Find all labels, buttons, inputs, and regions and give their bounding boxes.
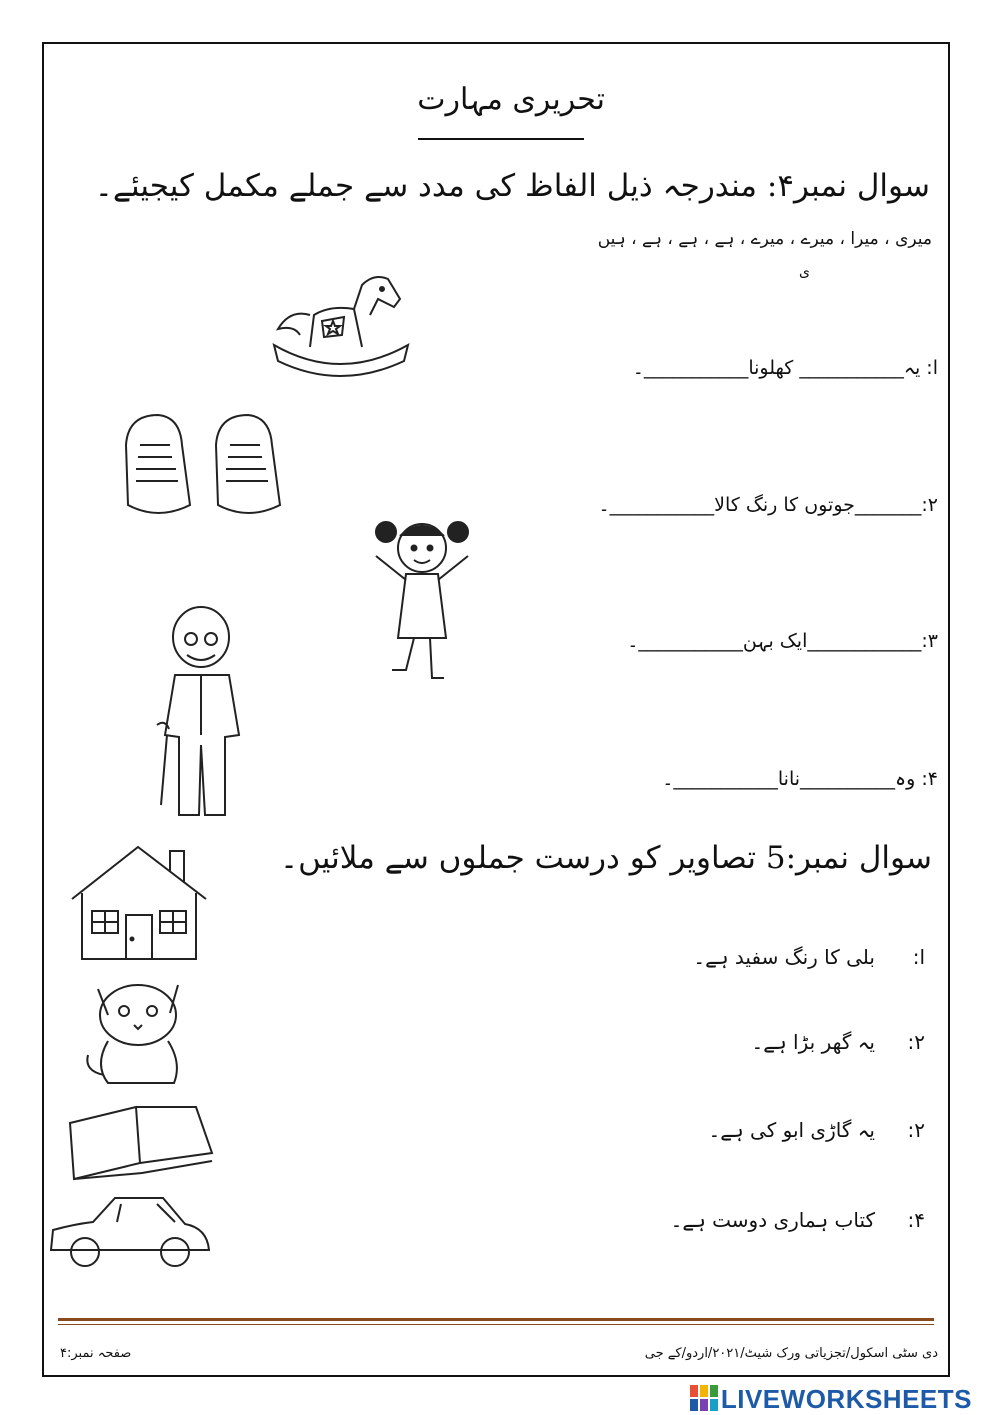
q4-sentence-1[interactable]: ا: یہ___________ کھلونا___________۔ <box>632 357 938 379</box>
q5-item-number: ۲: <box>907 1118 925 1142</box>
book-icon <box>66 1103 216 1185</box>
q5-item-number: ۲: <box>907 1030 925 1054</box>
q5-item-1[interactable] <box>693 945 925 969</box>
liveworksheets-logo-icon <box>690 1385 720 1411</box>
q5-item-number: ۴: <box>907 1208 925 1232</box>
q5-item-4[interactable] <box>671 1208 925 1232</box>
shoes-icon <box>118 405 288 523</box>
stray-mark: ی <box>799 264 810 280</box>
q5-item-text: کتاب ہماری دوست ہے۔ <box>670 1208 875 1232</box>
footer-school-label: دی سٹی اسکول/تجزیاتی ورک شیٹ/۲۰۲۱/اردو/کے جی <box>644 1346 938 1361</box>
q5-item-text: بلی کا رنگ سفید ہے۔ <box>693 945 875 969</box>
word-bank: میری ، میرا ، میرے ، میرے ، ہے ، ہے ، ہے ، ہیں <box>597 229 932 249</box>
question4-heading: سوال نمبر۴: مندرجہ ذیل الفاظ کی مدد سے جملے مکمل کیجیئے۔ <box>94 168 930 204</box>
car-icon <box>45 1190 215 1272</box>
title-underline <box>418 138 584 140</box>
q5-item-2[interactable] <box>752 1030 925 1054</box>
grandfather-icon <box>145 605 255 820</box>
q5-item-3[interactable] <box>709 1118 925 1142</box>
page-title: تحریری مہارت <box>417 82 605 117</box>
q4-sentence-4[interactable]: ۴: وہ__________نانا___________۔ <box>662 768 938 790</box>
q5-item-text: یہ گاڑی ابو کی ہے۔ <box>708 1118 875 1142</box>
q4-sentence-3[interactable]: ۳:____________ایک بہن___________۔ <box>627 630 938 652</box>
footer-rule-thin <box>58 1324 934 1325</box>
house-icon <box>68 843 210 963</box>
question5-heading: سوال نمبر:5 تصاویر کو درست جملوں سے ملائیں۔ <box>279 840 932 876</box>
q5-item-text: یہ گھر بڑا ہے۔ <box>751 1030 875 1054</box>
q4-sentence-2[interactable]: ۲:_______جوتوں کا رنگ کالا___________۔ <box>598 494 938 516</box>
page-number: صفحہ نمبر:۴ <box>60 1346 132 1361</box>
brand-wordmark[interactable]: LIVEWORKSHEETS <box>720 1384 972 1414</box>
cat-icon <box>78 975 196 1090</box>
q5-item-number: ا: <box>912 945 925 969</box>
rocking-horse-icon <box>270 265 412 383</box>
footer-rule <box>58 1318 934 1321</box>
girl-icon <box>362 510 482 685</box>
